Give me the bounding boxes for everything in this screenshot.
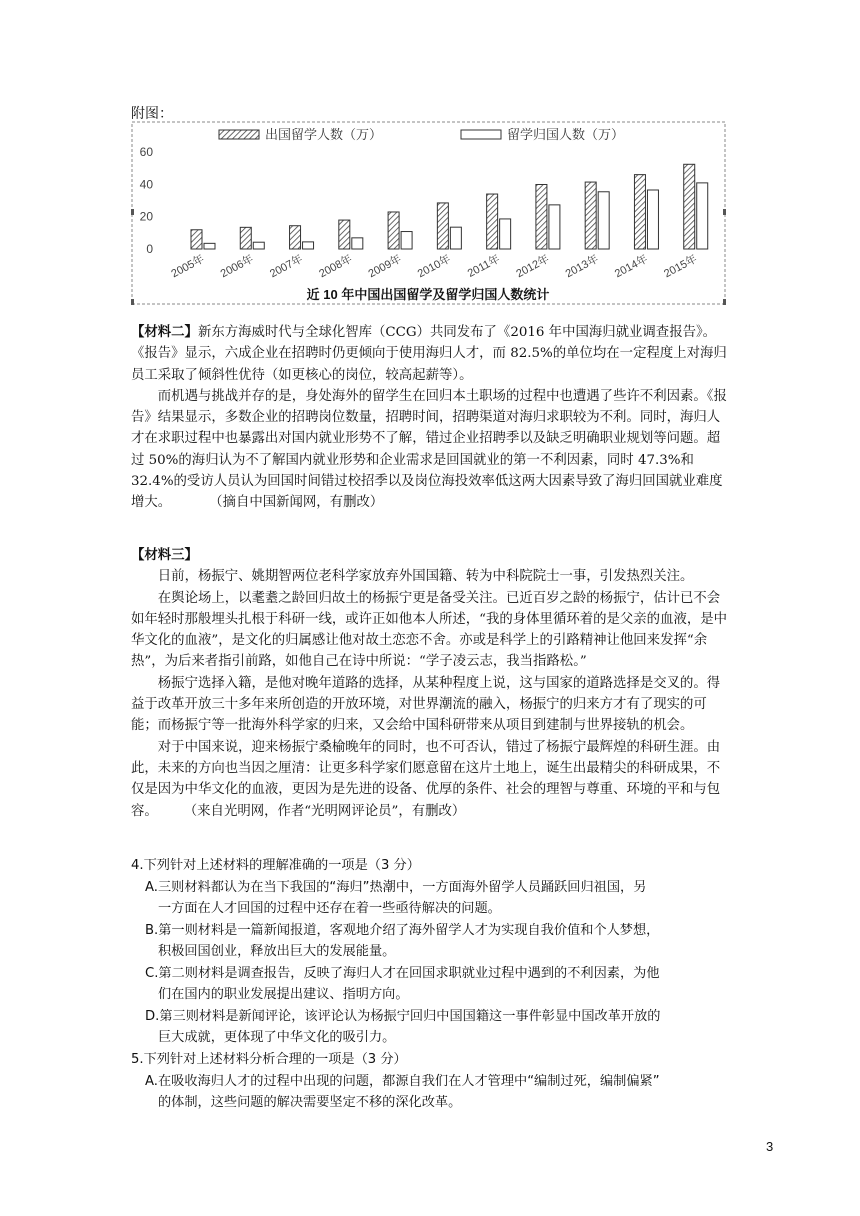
legend-swatch	[219, 130, 259, 139]
bar-outbound	[191, 230, 202, 249]
bar-returned	[303, 242, 314, 249]
x-tick-label: 2006年	[218, 253, 256, 281]
bar-outbound	[240, 227, 251, 249]
bar-outbound	[388, 212, 399, 249]
question-4-option-a: A.三则材料都认为在当下我国的“海归”热潮中，一方面海外留学人员踊跃回归祖国，另 一方面在人才回国的过程中还存在着一些亟待解决的问题。	[145, 879, 647, 916]
legend-swatch	[461, 130, 501, 139]
bar-returned	[401, 232, 412, 249]
bar-returned	[253, 242, 264, 249]
x-tick-label: 2014年	[612, 253, 650, 281]
question-4-option-b: B.第一则材料是一篇新闻报道，客观地介绍了海外留学人才为实现自我价值和个人梦想， 积极回国创业，释放出巨大的发展能量。	[145, 922, 660, 959]
bar-outbound	[634, 175, 645, 249]
bar-returned	[549, 205, 560, 249]
bar-chart	[131, 121, 726, 305]
material-3-paragraph-1: 日前，杨振宁、姚期智两位老科学家放弃外国国籍、转为中科院院士一事，引发热烈关注。	[157, 569, 694, 585]
bar-outbound	[585, 182, 596, 249]
bar-returned	[450, 227, 461, 249]
x-tick-label: 2012年	[514, 253, 552, 281]
material-3-source: （来自光明网，作者“光明网评论员”，有删改）	[183, 803, 466, 819]
bar-outbound	[536, 184, 547, 249]
bar-outbound	[290, 226, 301, 249]
x-tick-label: 2005年	[169, 253, 207, 281]
x-tick-label: 2013年	[563, 253, 601, 281]
bar-returned	[697, 183, 708, 249]
y-tick-label: 60	[139, 145, 153, 159]
bar-returned	[500, 219, 511, 249]
question-5-stem: 5.下列针对上述材料分析合理的一项是（3 分）	[131, 1052, 407, 1067]
bar-returned	[352, 238, 363, 249]
material-3-paragraph-4: 对于中国来说，迎来杨振宁桑榆晚年的同时，也不可否认，错过了杨振宁最辉煌的科研生涯。由此，未来的方向也当因之厘清：让更多科学家们愿意留在这片土地上，诞生出最精尖的科研成果，不仅是因为中华文化的血液，更因为是先进的设备、优厚的条件、社会的理智与尊重、环境的平和与包容。	[131, 739, 721, 819]
question-5	[131, 1049, 741, 1114]
x-tick-label: 2009年	[366, 253, 404, 281]
material-2-heading: 【材料二】	[131, 324, 198, 340]
bar-outbound	[684, 164, 695, 249]
bar-outbound	[437, 203, 448, 249]
x-tick-label: 2015年	[662, 253, 700, 281]
bar-returned	[598, 192, 609, 249]
bar-returned	[647, 190, 658, 249]
material-2-paragraph-1: 新东方海威时代与全球化智库（CCG）共同发布了《2016 年中国海归就业调查报告》。《报告》显示，六成企业在招聘时仍更倾向于使用海归人才，而 82.5%的单位均在一定程度上对海归员工采取了倾斜性优待（如更核心的岗位，较高起薪等）。	[131, 325, 727, 383]
y-tick-label: 20	[139, 209, 153, 224]
question-4-option-d: D.第三则材料是新闻评论，该评论认为杨振宁回归中国国籍这一事件彰显中国改革开放的 巨大成就，更体现了中华文化的吸引力。	[145, 1008, 661, 1045]
figure-label: 附图：	[131, 106, 173, 122]
question-4	[131, 855, 741, 1049]
bar-returned	[204, 243, 215, 249]
bar-outbound	[339, 220, 350, 249]
legend-label: 出国留学人数（万）	[265, 128, 383, 143]
x-tick-label: 2010年	[415, 253, 453, 281]
y-tick-label: 40	[139, 177, 153, 192]
x-tick-label: 2007年	[267, 253, 305, 281]
x-tick-label: 2008年	[317, 253, 355, 281]
x-tick-label: 2011年	[465, 253, 503, 280]
question-5-option-a: A.在吸收海归人才的过程中出现的问题，都源自我们在人才管理中“编制过死，编制偏紧” 的体制，这些问题的解决需要坚定不移的深化改革。	[145, 1073, 660, 1110]
chart-figure	[131, 121, 726, 305]
y-tick-label: 0	[146, 242, 153, 256]
bar-outbound	[487, 194, 498, 249]
chart-title: 近 10 年中国出国留学及留学归国人数统计	[306, 287, 550, 302]
question-4-stem: 4.下列针对上述材料的理解准确的一项是（3 分）	[131, 858, 420, 873]
material-3	[131, 545, 731, 822]
legend-label: 留学归国人数（万）	[507, 128, 625, 143]
material-3-paragraph-2: 在舆论场上，以耄耋之龄回归故土的杨振宁更是备受关注。已近百岁之龄的杨振宁，估计已不会如年轻时那般埋头扎根于科研一线，或许正如他本人所述，“我的身体里循环着的是父亲的血液，是中华文化的血液”，是文化的归属感让他对故土恋恋不舍。亦或是科学上的引路精神让他回来发挥“余热”，为后来者指引前路，如他自己在诗中所说：“学子凌云志，我当指路松。”	[131, 590, 728, 670]
material-2-source: （摘自中国新闻网，有删改）	[209, 495, 384, 511]
question-4-option-c: C.第二则材料是调查报告，反映了海归人才在回国求职就业过程中遇到的不利因素，为他 们在国内的职业发展提出建议、指明方向。	[145, 965, 660, 1002]
material-3-heading: 【材料三】	[131, 547, 198, 563]
material-2	[131, 322, 731, 514]
page-number: 3	[766, 1139, 774, 1154]
material-3-paragraph-3: 杨振宁选择入籍，是他对晚年道路的选择，从某种程度上说，这与国家的道路选择是交叉的。得益于改革开放三十多年来所创造的开放环境，对世界潮流的融入，杨振宁的归来方才有了现实的可能；而杨振宁等一批海外科学家的归来，又会给中国科研带来从项目到建制与世界接轨的机会。	[131, 675, 721, 734]
material-2-paragraph-2: 而机遇与挑战并存的是，身处海外的留学生在回归本土职场的过程中也遭遇了些许不利因素。《报告》结果显示，多数企业的招聘岗位数量，招聘时间，招聘渠道对海归求职较为不利。同时，海归人才在求职过程中也暴露出对国内就业形势不了解，错过企业招聘季以及缺乏明确职业规划等问题。超过 50%的海归认为不了解国内就业形势和企业需求是回国就业的第一不利因素，同时 47.3%和 32.4%的受访人员认为回国时间错过校招季以及岗位海投效率低这两大因素导致了海归回国就业难度增大。	[131, 388, 727, 511]
